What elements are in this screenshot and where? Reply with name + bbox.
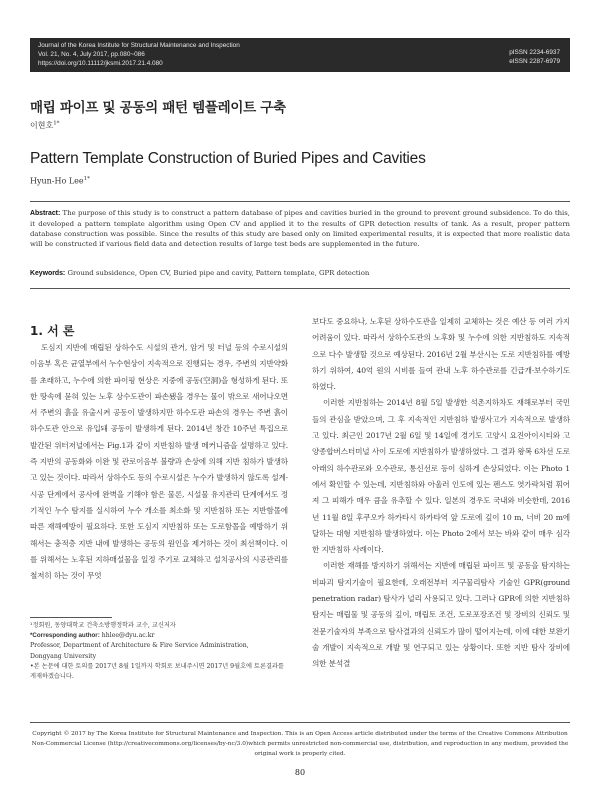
- page-number: 80: [294, 768, 306, 777]
- footnote-affil-en-1: Professor, Department of Architecture & Fire Service Administration,: [30, 642, 249, 650]
- keywords-label: Keywords:: [30, 270, 66, 277]
- footnote-discussion-note: •본 논문에 대한 토의를 2017년 8월 1일까지 학회로 보내주시면 2017년 9월호에 토론결과를 게재하겠습니다.: [30, 662, 284, 681]
- body-column-left: [30, 340, 288, 584]
- copyright-notice: Copyright © 2017 by The Korea Institute for Structural Maintenance and Inspection. This is an Open Access article distributed under the terms of the Creative Commons Attribution Non-Commercial License (http://creativecommons.org/licenses/by-nc/3.0)which permits unrestricted non-commercial use, distribution, and reproduction in any medium, provided the original work is properly cited.: [31, 731, 569, 757]
- author-korean: [30, 120, 59, 131]
- keywords: [30, 268, 570, 279]
- journal-volume: Vol. 21, No. 4, July 2017, pp.080~086: [38, 51, 145, 58]
- abstract-label: Abstract:: [30, 210, 61, 217]
- paper-title-korean: 매립 파이프 및 공동의 패턴 템플레이트 구축: [30, 100, 286, 116]
- author-korean-name: 이현호: [30, 121, 54, 130]
- journal-info: [38, 41, 240, 68]
- journal-name: Journal of the Korea Institute for Structural Maintenance and Inspection: [38, 42, 240, 49]
- paragraph: 도심지 지반에 매립된 상하수도 시설의 관거, 암거 및 터널 등의 수로시설의 이음부 혹은 균열부에서 누수현상이 지속적으로 진행되는 경우, 주변의 지반약화를 초래하고, 누수에 의한 파이핑 현상은 지중에 공동(空洞)을 형성하게 된다. 또한 땅속에 묻혀 있는 노후 상수도관이 파손됐을 경우는 물이 밖으로 새어나오면서 주변의 흙을 유출시켜 공동이 발생하지만 하수도관 파손의 경우는 주변 흙이 하수도관 안으로 유입돼 공동이 발생하게 된다. 2014년 창간 10주년 특집으로 발간된 위터저널에서는 Fig.1과 같이 지반침하 발생 메커니즘을 설명하고 있다. 즉 지반의 공동화와 이완 및 관로이음부 불량과 손상에 의해 지반 침하가 발생하고 있는 것이다. 따라서 상하수도 등의 수로시설은 누수가 발생하지 않도록 설계·시공 단계에서 공사에 완벽을 기해야 함은 물론, 시설물 유지관리 단계에서도 정기적인 누수 탐지를 실시하여 누수 개소를 최소화 및 지반침하 또는 지반함몰에 따른 재해예방이 필요하다. 또한 도심지 지반침하 또는 도로함몰을 예방하기 위해서는 충적층 지반 내에 발생하는 공동의 원인을 제거하는 것이 최선책이다. 이를 위해서는 노후된 지하매설물을 일정 주기로 교체하고 설치공사의 시공관리를 철저히 하는 것이 무엇: [30, 343, 288, 581]
- paper-title-english: Pattern Template Construction of Buried Pipes and Cavities: [30, 150, 426, 167]
- abstract-text: The purpose of this study is to construct a pattern database of pipes and cavities buried in the ground to prevent ground subsidence. To do this, it developed a pattern template algorithm using Open CV and applied it to the results of GPR detection results of tank. As a result, proper pattern database construction was possible. Since the results of this study are based only on limited experimental results, it is expected that more realistic data will be constructed if various field data and detection results of large test beds are supplemented in the future.: [30, 209, 570, 248]
- author-english-name: Hyun-Ho Lee: [30, 176, 84, 186]
- keywords-text: Ground subsidence, Open CV, Buried pipe and cavity, Pattern template, GPR detection: [67, 269, 370, 277]
- footnote-corresponding: [30, 631, 290, 641]
- footnote-affiliation: ¹정회원, 동양대학교 건축소방행정학과 교수, 교신저자: [30, 622, 176, 629]
- abstract-top-rule: [30, 201, 570, 202]
- author-english: [30, 176, 90, 186]
- section-heading-introduction: 1. 서 론: [30, 324, 75, 338]
- pissn: pISSN 2234-6937: [509, 49, 560, 56]
- footnote-affil-en-2: Dongyang University: [30, 652, 97, 660]
- issn-info: [509, 48, 560, 66]
- copyright-rule: [30, 722, 570, 723]
- corresponding-label: *Corresponding author:: [30, 632, 100, 640]
- paragraph: 이러한 재해를 방지하기 위해서는 지반에 매립된 파이프 및 공동을 탐지하는 비파괴 탐지기술이 필요한데, 오래전부터 지구물리탐사 기술인 GPR(ground penetration radar) 탐사가 널리 사용되고 있다. 그러나 GPR에 의한 지반침하 탐지는 매립물 및 공동의 깊이, 매립토 조건, 도로포장조건 및 장비의 신뢰도 및 전문기술자의 부족으로 탐사결과의 신뢰도가 많이 떨어지는데, 이에 대한 보완기술 개발이 지속적으로 개발 및 연구되고 있는 상황이다. 또한 지반 탐사 장비에 의한 분석결: [312, 561, 570, 669]
- body-column-right: [312, 314, 570, 673]
- paragraph: 이러한 지반침하는 2014년 8월 5일 발생한 석촌지하차도 재해로부터 국민들의 관심을 받았으며, 그 후 지속적인 지반침하 발생사고가 지속적으로 발생하고 있다. 최근인 2017년 2월 6일 및 14일에 경기도 고양시 요진아이시티와 고양종합버스터미널 사이 도로에 지반침하가 발생하였다. 그 결과 왕복 6차선 도로 아래의 하수관로와 오수관로, 통신선로 등이 심하게 손상되었다. 이는 Photo 1에서 확인할 수 있는데, 지반침하와 아울러 인도에 있는 펜스도 엿가락처럼 휘어져 그 피해가 매우 큼을 유추할 수 있다. 일본의 경우도 국내와 비슷한데, 2016년 11월 8일 후쿠오카 하카타시 하카타역 앞 도로에 깊이 10 m, 너비 20 m에 달하는 대형 지반침하 발생하였다. 이는 Photo 2에서 보는 바와 같이 매우 심각한 지반침하 사례이다.: [312, 398, 570, 555]
- eissn: eISSN 2287-6979: [509, 58, 560, 65]
- abstract-bottom-rule: [30, 288, 570, 289]
- footnotes: [30, 621, 290, 682]
- journal-header-band: [30, 38, 570, 72]
- abstract: [30, 208, 570, 249]
- footnote-rule: [30, 617, 112, 618]
- author-english-sup: 1*: [83, 176, 90, 182]
- paragraph: 보다도 중요하나, 노후된 상하수도관을 일제히 교체하는 것은 예산 등 여러 가지 어려움이 있다. 따라서 상하수도관의 노후화 및 누수에 의한 지반침하도 지속적으로 다수 발생할 것으로 예상된다. 2016년 2월 부산시는 도로 지반침하를 예방하기 위하여, 40억 원의 시비를 들여 관내 노후 하수관로를 긴급개·보수하기도 하였다.: [312, 317, 570, 392]
- journal-doi[interactable]: https://doi.org/10.11112/jksmi.2017.21.4.080: [38, 60, 163, 67]
- author-korean-sup: 1*: [53, 120, 60, 127]
- corresponding-email[interactable]: hhlee@dyu.ac.kr: [101, 632, 155, 640]
